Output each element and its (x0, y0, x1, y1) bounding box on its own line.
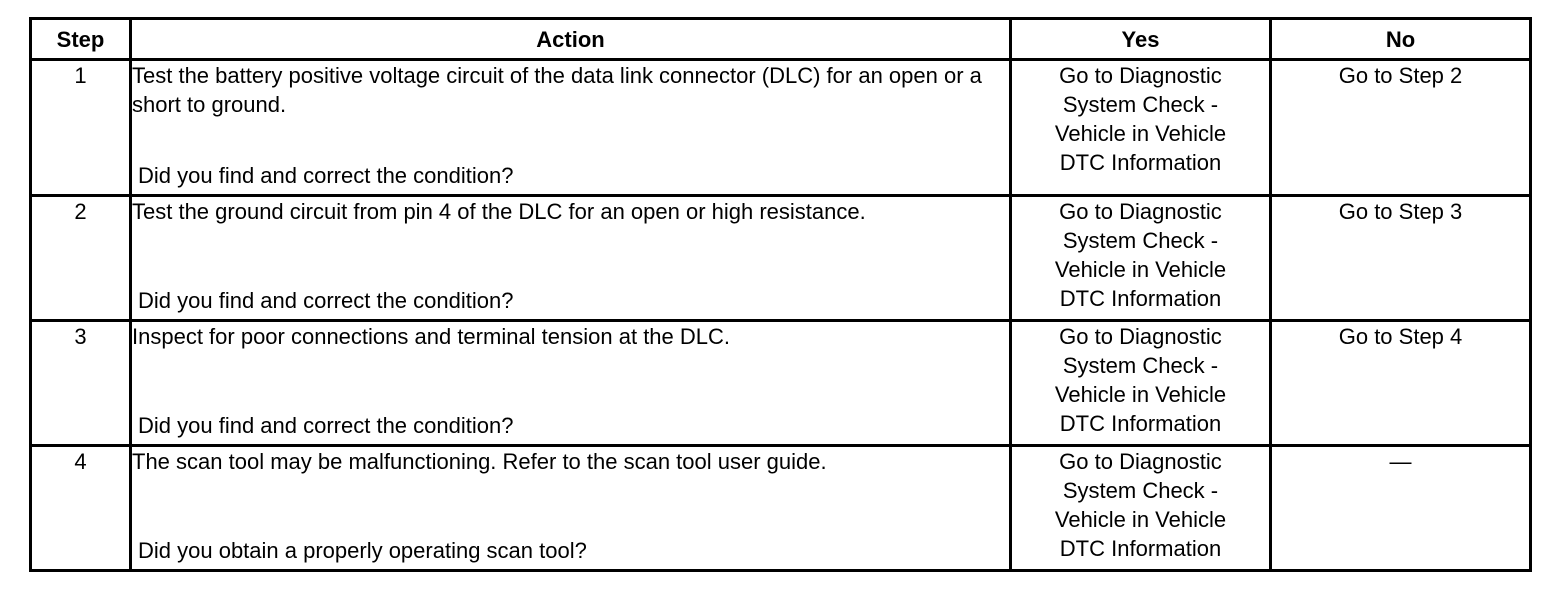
yes-text-line: Go to Diagnostic (1059, 324, 1222, 349)
table-row (31, 60, 1531, 196)
yes-text-line: Vehicle in Vehicle (1054, 121, 1227, 146)
yes-text-line: System Check - (1062, 92, 1219, 117)
table-row (31, 446, 1531, 571)
yes-text-line: Go to Diagnostic (1059, 199, 1222, 224)
action-text: The scan tool may be malfunctioning. Refer to the scan tool user guide. (132, 449, 827, 474)
yes-text-line: DTC Information (1059, 150, 1222, 175)
yes-text-line: System Check - (1062, 478, 1219, 503)
yes-cell (1011, 321, 1271, 446)
no-cell: — (1271, 446, 1531, 571)
header-yes: Yes (1011, 19, 1271, 60)
action-text: Test the battery positive voltage circuit of the data link connector (DLC) for an open or a short to ground. (132, 63, 982, 117)
step-number: 3 (31, 321, 131, 446)
action-question: Did you find and correct the condition? (138, 413, 514, 438)
header-step: Step (31, 19, 131, 60)
action-text: Test the ground circuit from pin 4 of the DLC for an open or high resistance. (132, 199, 866, 224)
yes-cell (1011, 60, 1271, 196)
header-action: Action (131, 19, 1011, 60)
step-number: 1 (31, 60, 131, 196)
step-number: 4 (31, 446, 131, 571)
table-row (31, 196, 1531, 321)
yes-text-line: DTC Information (1059, 286, 1222, 311)
action-question: Did you find and correct the condition? (138, 288, 514, 313)
yes-text-line: Vehicle in Vehicle (1054, 382, 1227, 407)
diagnostic-table (29, 17, 1532, 572)
header-row (31, 19, 1531, 60)
action-text: Inspect for poor connections and terminal tension at the DLC. (132, 324, 731, 349)
yes-cell (1011, 446, 1271, 571)
yes-text-line: System Check - (1062, 228, 1219, 253)
yes-text-line: Go to Diagnostic (1059, 449, 1222, 474)
action-cell (131, 60, 1011, 196)
yes-text-line: Go to Diagnostic (1059, 63, 1222, 88)
no-cell: Go to Step 2 (1271, 60, 1531, 196)
header-no: No (1271, 19, 1531, 60)
yes-cell (1011, 196, 1271, 321)
yes-text-line: DTC Information (1059, 411, 1222, 436)
yes-text-line: DTC Information (1059, 536, 1222, 561)
no-cell: Go to Step 3 (1271, 196, 1531, 321)
action-cell (131, 321, 1011, 446)
action-question: Did you obtain a properly operating scan tool? (138, 538, 587, 563)
yes-text-line: System Check - (1062, 353, 1219, 378)
yes-text-line: Vehicle in Vehicle (1054, 257, 1227, 282)
yes-text-line: Vehicle in Vehicle (1054, 507, 1227, 532)
table-row (31, 321, 1531, 446)
action-question: Did you find and correct the condition? (138, 163, 514, 188)
no-cell: Go to Step 4 (1271, 321, 1531, 446)
action-cell (131, 196, 1011, 321)
step-number: 2 (31, 196, 131, 321)
action-cell (131, 446, 1011, 571)
